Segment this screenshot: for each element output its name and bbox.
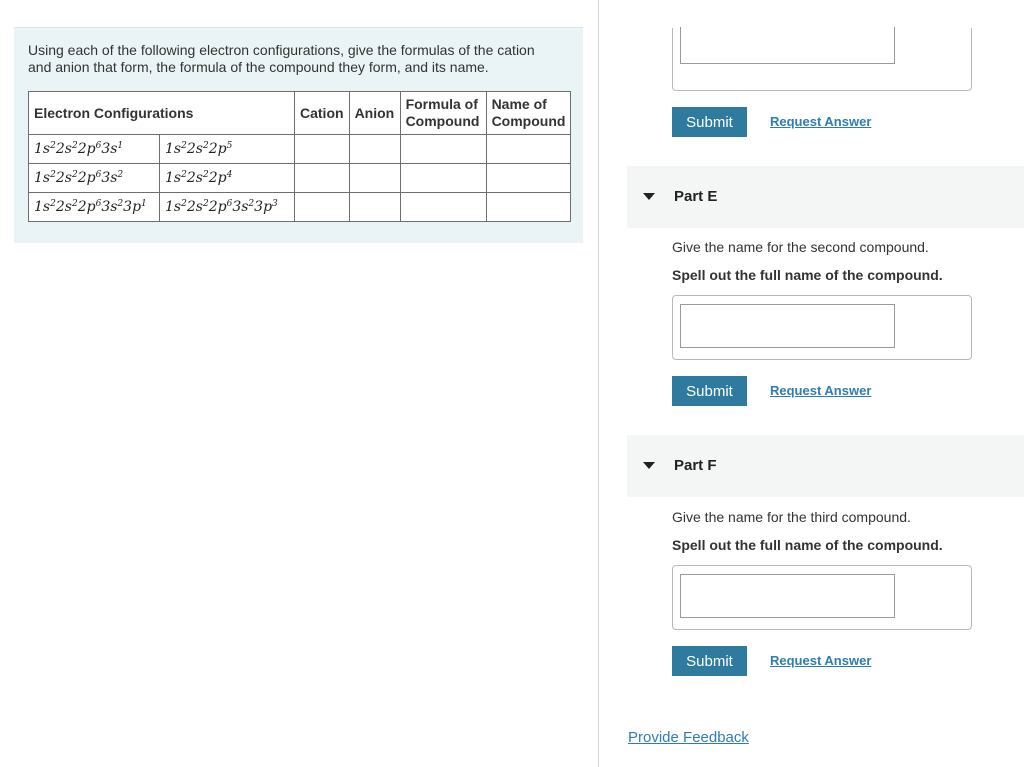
part-f-request-answer-link[interactable]: Request Answer bbox=[770, 653, 872, 668]
anion-cell bbox=[349, 135, 400, 164]
part-f-instruction: Spell out the full name of the compound. bbox=[672, 537, 943, 553]
formula-cell bbox=[400, 135, 486, 164]
header-name-line2: Compound bbox=[491, 113, 566, 129]
part-f-header[interactable] bbox=[627, 435, 1024, 497]
header-formula-of-compound bbox=[400, 92, 486, 135]
panel-divider bbox=[598, 0, 599, 767]
name-cell bbox=[486, 193, 571, 222]
collapse-caret-icon bbox=[643, 193, 655, 200]
part-f-answer-input[interactable] bbox=[680, 574, 895, 618]
collapse-caret-icon bbox=[643, 462, 655, 469]
config-cell: $1s^22s^22p^4$ bbox=[160, 164, 295, 193]
part-f-question: Give the name for the third compound. bbox=[672, 509, 911, 525]
header-electron-configurations: Electron Configurations bbox=[29, 92, 295, 135]
header-formula-line2: Compound bbox=[405, 113, 480, 129]
previous-answer-box bbox=[672, 28, 972, 91]
formula-cell bbox=[400, 164, 486, 193]
part-e-answer-box bbox=[672, 295, 972, 360]
anion-cell bbox=[349, 164, 400, 193]
table-row bbox=[29, 193, 571, 222]
part-e-instruction: Spell out the full name of the compound. bbox=[672, 267, 943, 283]
header-anion: Anion bbox=[349, 92, 400, 135]
part-e-header[interactable] bbox=[627, 166, 1024, 228]
config-cell: $1s^22s^22p^5$ bbox=[160, 135, 295, 164]
table-header-row bbox=[29, 92, 571, 135]
config-cell: $1s^22s^22p^63s^2$ bbox=[29, 164, 160, 193]
previous-submit-button[interactable]: Submit bbox=[672, 107, 747, 137]
cation-cell bbox=[295, 164, 350, 193]
previous-answer-input[interactable] bbox=[680, 27, 895, 64]
cation-cell bbox=[295, 193, 350, 222]
config-cell: $1s^22s^22p^63s^1$ bbox=[29, 135, 160, 164]
part-e-title: Part E bbox=[674, 188, 718, 205]
part-e-submit-button[interactable]: Submit bbox=[672, 376, 747, 406]
part-f-submit-button[interactable]: Submit bbox=[672, 646, 747, 676]
previous-request-answer-link[interactable]: Request Answer bbox=[770, 114, 872, 129]
part-e-answer-input[interactable] bbox=[680, 304, 895, 348]
formula-cell bbox=[400, 193, 486, 222]
cation-cell bbox=[295, 135, 350, 164]
provide-feedback-link[interactable]: Provide Feedback bbox=[628, 729, 749, 746]
electron-config-table bbox=[28, 91, 571, 222]
problem-intro: Using each of the following electron configurations, give the formulas of the cation and anion that form, the formula of the compound they form, and its name. bbox=[28, 42, 535, 75]
part-e-request-answer-link[interactable]: Request Answer bbox=[770, 383, 872, 398]
part-e-question: Give the name for the second compound. bbox=[672, 239, 929, 255]
header-cation: Cation bbox=[295, 92, 350, 135]
table-row bbox=[29, 164, 571, 193]
name-cell bbox=[486, 164, 571, 193]
header-formula-line1: Formula of bbox=[405, 96, 478, 112]
problem-panel bbox=[14, 27, 583, 243]
header-name-line1: Name of bbox=[491, 96, 547, 112]
name-cell bbox=[486, 135, 571, 164]
table-row bbox=[29, 135, 571, 164]
part-f-title: Part F bbox=[674, 457, 717, 474]
anion-cell bbox=[349, 193, 400, 222]
header-name-of-compound bbox=[486, 92, 571, 135]
config-cell: $1s^22s^22p^63s^23p^3$ bbox=[160, 193, 295, 222]
part-f-answer-box bbox=[672, 565, 972, 630]
config-cell: $1s^22s^22p^63s^23p^1$ bbox=[29, 193, 160, 222]
